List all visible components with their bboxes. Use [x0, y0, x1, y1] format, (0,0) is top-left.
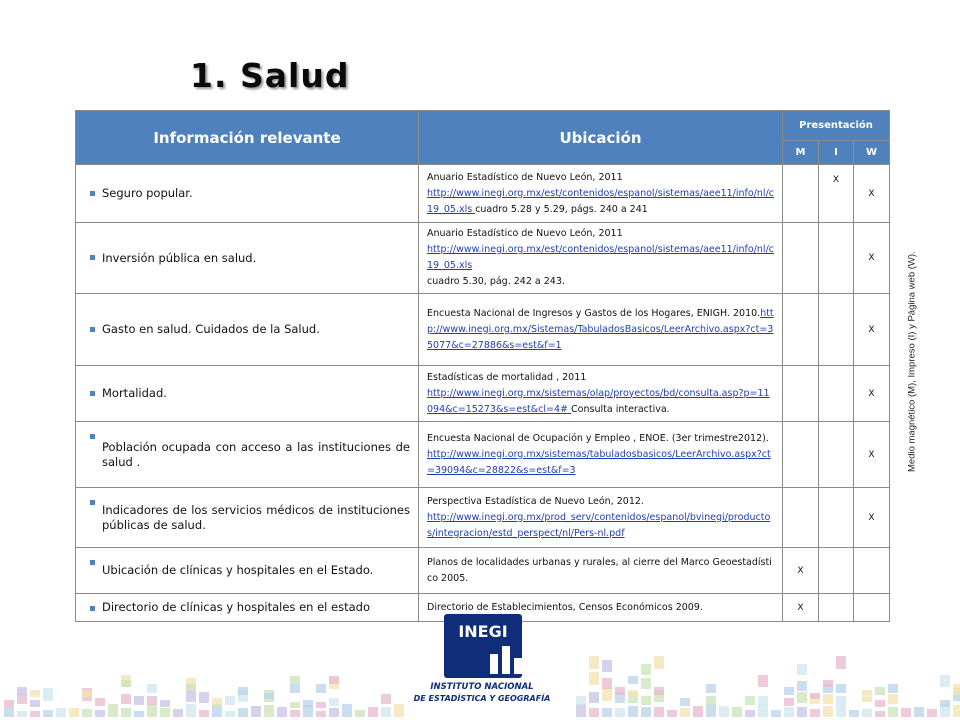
row-item-text: Mortalidad. [102, 386, 167, 400]
row-location [419, 422, 783, 488]
mark-w: X [854, 488, 890, 548]
mark-w [854, 548, 890, 594]
row-item-text: Gasto en salud. Cuidados de la Salud. [102, 322, 320, 336]
mark-m [783, 165, 819, 223]
location-detail: Consulta interactiva. [571, 403, 670, 415]
table-row [76, 165, 890, 223]
table-row [76, 366, 890, 422]
location-link[interactable]: http://www.inegi.org.mx/est/contenidos/espanol/sistemas/aee11/info/nl/c19_05.xls [427, 187, 774, 215]
location-source: Planos de localidades urbanas y rurales, al cierre del Marco Geoestadístico 2005. [427, 556, 772, 584]
presentation-legend: Medio magnético (M), Impreso (I) y Página web (W). [906, 251, 918, 473]
mark-i [819, 294, 854, 366]
row-item-text: Directorio de clínicas y hospitales en el estado [102, 600, 370, 614]
header-m: M [783, 141, 819, 165]
location-source: Anuario Estadístico de Nuevo León, 2011 [427, 171, 623, 183]
row-location [419, 548, 783, 594]
location-link[interactable]: http://www.inegi.org.mx/est/contenidos/espanol/sistemas/aee11/info/nl/c19_05.xls [427, 244, 774, 271]
location-source: Estadísticas de mortalidad , 2011 [427, 371, 587, 383]
mark-i [819, 422, 854, 488]
bullet-icon [90, 255, 95, 260]
mark-i [819, 366, 854, 422]
bullet-icon [90, 500, 95, 505]
bullet-icon [90, 606, 95, 611]
header-presentacion: Presentación [783, 111, 890, 141]
info-table [75, 110, 890, 622]
row-item-text: Ubicación de clínicas y hospitales en el Estado. [102, 563, 374, 577]
location-link[interactable]: http://www.inegi.org.mx/sistemas/olap/proyectos/bd/consulta.asp?p=11094&c=15273&s=est&cl=4# [427, 387, 770, 415]
mark-i: X [819, 165, 854, 223]
mark-m: X [783, 594, 819, 622]
mark-m [783, 488, 819, 548]
location-source: Directorio de Establecimientos, Censos Económicos 2009. [427, 601, 703, 613]
location-source: Encuesta Nacional de Ocupación y Empleo , ENOE. (3er trimestre2012). [427, 432, 769, 444]
mark-m: X [783, 548, 819, 594]
location-source: Anuario Estadístico de Nuevo León, 2011 [427, 228, 623, 239]
bullet-icon [90, 391, 95, 396]
header-i: I [819, 141, 854, 165]
location-link[interactable]: http://www.inegi.org.mx/sistemas/tabuladosbasicos/LeerArchivo.aspx?ct=39094&c=28822&s=est&f=3 [427, 448, 771, 476]
row-item [76, 223, 419, 294]
row-item [76, 488, 419, 548]
table-row [76, 488, 890, 548]
table-row [76, 548, 890, 594]
mark-m [783, 366, 819, 422]
row-item-text: Seguro popular. [102, 186, 193, 200]
row-item [76, 366, 419, 422]
inegi-logo [408, 614, 556, 718]
inegi-logo-mark [444, 614, 522, 678]
mark-w: X [854, 223, 890, 294]
mark-w [854, 594, 890, 622]
table-row [76, 223, 890, 294]
row-item [76, 165, 419, 223]
row-item-text: Indicadores de los servicios médicos de instituciones públicas de salud. [102, 502, 410, 532]
mark-i [819, 488, 854, 548]
slide-title: 1. Salud [190, 56, 350, 95]
mark-i [819, 548, 854, 594]
row-item [76, 548, 419, 594]
logo-line2: DE ESTADÍSTICA Y GEOGRAFÍA [413, 694, 551, 703]
row-location [419, 488, 783, 548]
bullet-icon [90, 327, 95, 332]
row-item [76, 294, 419, 366]
mark-w: X [854, 366, 890, 422]
row-location [419, 294, 783, 366]
row-item-text: Población ocupada con acceso a las instituciones de salud . [102, 439, 410, 469]
row-location [419, 366, 783, 422]
mark-m [783, 223, 819, 294]
mark-w: X [854, 422, 890, 488]
bullet-icon [90, 191, 95, 196]
header-w: W [854, 141, 890, 165]
table-row [76, 422, 890, 488]
mark-w: X [854, 294, 890, 366]
bullet-icon [90, 434, 95, 439]
mark-w: X [854, 165, 890, 223]
bullet-icon [90, 560, 95, 565]
location-detail: cuadro 5.30, pág. 242 a 243. [427, 276, 565, 287]
header-ubicacion: Ubicación [419, 111, 783, 165]
mark-i [819, 223, 854, 294]
location-source: Encuesta Nacional de Ingresos y Gastos de los Hogares, ENIGH. 2010. [427, 307, 761, 319]
row-item [76, 422, 419, 488]
table-row [76, 294, 890, 366]
row-location [419, 165, 783, 223]
row-location [419, 223, 783, 294]
mark-i [819, 594, 854, 622]
mark-m [783, 422, 819, 488]
row-item-text: Inversión pública en salud. [102, 250, 257, 265]
location-link[interactable]: http://www.inegi.org.mx/prod_serv/contenidos/espanol/bvinegi/productos/integracion/estd_perspect/nl/Pers-nl.pdf [427, 511, 771, 539]
location-detail: cuadro 5.28 y 5.29, págs. 240 a 241 [475, 203, 648, 215]
location-source: Perspectiva Estadística de Nuevo León, 2012. [427, 495, 644, 507]
logo-grid-icon [490, 644, 550, 674]
logo-line1: INSTITUTO NACIONAL [430, 682, 534, 692]
header-informacion: Información relevante [76, 111, 419, 165]
mark-m [783, 294, 819, 366]
location-link[interactable]: http://www.inegi.org.mx/Sistemas/TabuladosBasicos/LeerArchivo.aspx?ct=35077&c=27886&s=est&f=1 [427, 307, 774, 351]
logo-word: INEGI [458, 622, 508, 641]
row-item [76, 594, 419, 622]
